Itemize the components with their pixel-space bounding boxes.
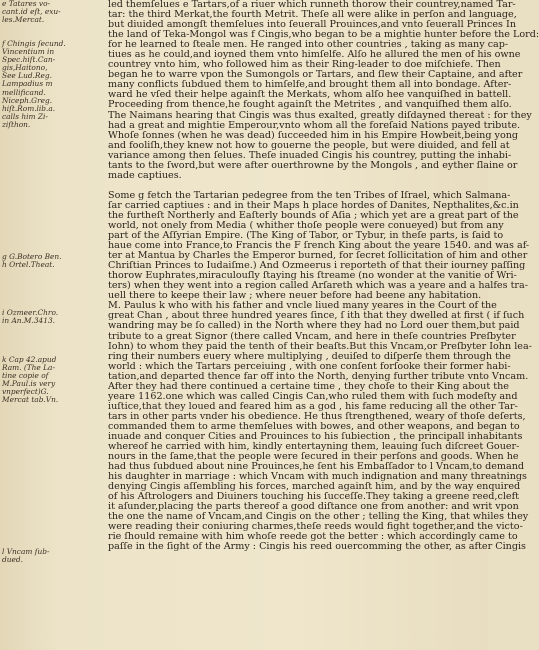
text-line: tar: the third Merkat,the fourth Metrit. Theſe all were alike in perſon and language, [108, 9, 517, 21]
margin-note-line: e Tatares vo- [2, 0, 51, 8]
text-line: had a great and mightie Emperour,vnto whom all the foreſaid Nations payed tribute. [108, 119, 521, 131]
text-line: paſſe in the ſight of the Army : Cingis his reed ouercomming the other, as after Cingis [108, 541, 526, 553]
margin-notes-column [2, 0, 106, 650]
main-text-column [108, 0, 539, 650]
text-line: tiues as he could,and ioyned them vnto himſelfe. Alſo he allured the men of his owne [108, 49, 521, 61]
margin-note [2, 0, 106, 24]
margin-note-line: Mercat tab.Vn. [2, 395, 59, 405]
text-line: Whoſe ſonnes (when he was dead) ſucceeded him in his Empire Howbeit,being yong [108, 129, 519, 141]
text-line: led themſelues e Tartars,of a riuer which runneth thorow their countrey,named Tar- [108, 0, 516, 10]
text-line: iuſtice,that they loued and feared him as a god , his fame reducing all the other Tar- [108, 400, 518, 412]
text-line: ward he vſed their helpe againſt the Merkats, whom alſo hee vanquiſhed in battell. [108, 89, 512, 101]
text-line: and fooliſh,they knew not how to gouerne the people, but were diuided, and fell at [108, 139, 510, 151]
margin-note-line: cant.id eſt, exu- [2, 7, 61, 17]
text-line: haue come into France,to Francis the F ſrench King about the yeare 1540. and was af- [108, 240, 530, 252]
margin-note-line: f Chingis ſecund. [2, 39, 66, 48]
text-line: After they had there continued a certaine time , they choſe to their King about the [108, 380, 509, 392]
text-line: his daughter in marriage : which Vncam with much indignation and many threatnings [108, 471, 527, 483]
margin-note-line: vnperfect)G. [2, 387, 49, 397]
margin-note-line: g G.Botero Ben. [2, 252, 62, 261]
text-line: part of the Aſſyrian Empire. (The King of Tabor, or Tybur, in theſe parts, is ſaid to [108, 230, 504, 242]
margin-note-line: Vincentium in [2, 47, 55, 57]
text-line: whereof he carried with him, kindly entertayning them, leauing ſuch diſcreet Gouer- [108, 441, 520, 453]
margin-note [2, 253, 106, 269]
text-line: Some g fetch the Tartarian pedegree from the ten Tribes of Iſrael, which Salmana- [108, 189, 511, 201]
margin-note [2, 356, 106, 405]
margin-note-line: i Ozmeer.Chro. [2, 308, 59, 317]
margin-note-line: l Vncam ſub- [2, 547, 50, 556]
margin-note-line: Niceph.Greg. [2, 95, 53, 105]
text-line: M. Paulus k who with his father and vncle liued many yeares in the Court of the [108, 300, 497, 312]
margin-note [2, 548, 106, 564]
margin-note-line: calls him Zi- [2, 111, 48, 121]
text-line: nours in the ſame,that the people were ſecured in their perſons and goods. When he [108, 451, 519, 463]
margin-note-line: Ram. (The La- [2, 363, 55, 373]
text-line: ring their numbers euery where multiplying , deuiſed to diſperſe them through the [108, 350, 511, 362]
text-line: of his Aſtrologers and Diuiners touching his ſucceſſe.They taking a greene reed,cleft [108, 491, 519, 503]
text-line: the furtheſt Northerly and Eaſterly bounds of Aſia ; which yet are a great part of the [108, 209, 519, 221]
text-line: commanded them to arme themſelues with bowes, and other weapons, and began to [108, 420, 520, 432]
text-line: ſar carried captiues : and in their Maps h place hordes of Danites, Nepthalites,&c.in [108, 199, 519, 211]
text-line: inuade and conquer Cities and Prouinces to his ſubiection , the principall inhabitants [108, 430, 523, 442]
margin-note-line: See Lud.Reg. [2, 71, 52, 81]
text-line: great Chan , about three hundred yeares ſince, ſ ith that they dwelled at first ( if ſuch [108, 310, 525, 322]
text-line: were reading their coniuring charmes,theſe reeds would fight together,and the victo- [108, 521, 523, 533]
text-line: uell there to keepe their law ; where neuer before had beene any habitation. [108, 290, 482, 302]
margin-note-line: dued. [2, 555, 23, 565]
margin-note-line: mellificand. [2, 87, 46, 97]
text-line: it aſunder,placing the parts thereof a good diſtance one from another: and writ vpon [108, 501, 519, 513]
text-line: tation,and departed thence far off into the North, denying further tribute vnto Vncam. [108, 370, 529, 382]
text-line: wandring may be ſo called) in the North where they had no Lord ouer them,but paid [108, 320, 520, 332]
text-line: the land of Teka-Mongol was f Cingis,who began to be a mightie hunter before the Lord: [108, 29, 539, 41]
text-line: the one the name of Vncam,and Cingis on the other ; telling the King, that whiles they [108, 511, 529, 523]
margin-note-line: hiſt.Rom.lib.a. [2, 103, 56, 113]
margin-note-line: ziſthon. [2, 119, 31, 129]
text-line: had thus ſubdued about nine Prouinces,he ſent his Embaſſador to l Vncam,to demand [108, 461, 525, 473]
text-line: rie ſhould remaine with him whoſe reede got the better : which accordingly came to [108, 531, 518, 543]
margin-note-line: gis,Haitono, [2, 63, 48, 73]
text-line: world, not onely from Media ( whither thoſe people were conueyed) but from any [108, 219, 504, 231]
text-line: countrey vnto him, who followed him as their Ring-leader to doe miſchiefe. Then [108, 59, 501, 71]
text-line: denying Cingis aſſembling his forces, marched againſt him, and by the way enquired [108, 481, 521, 493]
text-line: Chriſtian Princes to Iudaiſme.) And Ozmeerus i reporteth of that their iourney paſſing [108, 260, 526, 272]
margin-note-line: h Ortel.Theat. [2, 260, 55, 270]
text-line: tribute to a great Signor (there called Vncam, and here in theſe countries Preſbyter [108, 330, 516, 342]
text-line: for he learned to ſteale men. He ranged into other countries , taking as many cap- [108, 39, 509, 51]
margin-note-line: Spec.hiſt.Can- [2, 55, 56, 65]
margin-note-line: in An.M.3413. [2, 316, 55, 326]
margin-note [2, 309, 106, 325]
text-line: but diuided amongſt themſelues into ſeuerall Prouinces,and vnto ſeuerall Princes In [108, 19, 516, 31]
text-line: tars in other parts vnder his obedience. He thus ſtrengthened, weary of thoſe deſerts, [108, 410, 526, 422]
text-line: yeare 1162.one which was called Cingis Can,who ruled them with ſuch modeſty and [108, 390, 518, 402]
margin-note-line: k Cap 42.apud [2, 355, 57, 364]
margin-note-line: Lampadius m [2, 79, 53, 89]
text-line: thorow Euphrates,miraculouſly ſtaying his ſtreame (no wonder at the vanitie of Wri- [108, 270, 517, 282]
margin-note-line: tine copie of [2, 371, 49, 381]
margin-note [2, 40, 106, 129]
text-line: The Naimans hearing that Cingis was thus exalted, greatly diſdayned thereat : for they [108, 109, 532, 121]
text-line: began he to warre vpon the Sumongols or Tartars, and ſlew their Captaine, and after [108, 69, 523, 81]
text-line: tants to the ſword,but were after ouerthrowne by the Mongols , and eyther ſlaine or [108, 159, 518, 171]
margin-note-line: les.Mercat. [2, 15, 45, 25]
margin-note-line: M.Paul.is very [2, 379, 56, 389]
text-line: ter at Mantua by Charles the Emperor burned, for ſecret ſollicitation of him and other [108, 250, 528, 262]
text-line: ters) when they went into a region called Arſareth which was a yeare and a halfes tra- [108, 280, 528, 292]
text-line: made captiues. [108, 169, 182, 181]
text-line: world : which the Tartars perceiuing , with one conſent forſooke their former habi- [108, 360, 511, 372]
text-line: Proceeding from thence,he fought againſt the Metrites , and vanquiſhed them alſo. [108, 99, 512, 111]
text-line: variance among then ſelues. Theſe inuaded Cingis his countrey, putting the inhabi- [108, 149, 512, 161]
text-line: many conflicts ſubdued them to himſelfe,and brought them all into bondage. After- [108, 79, 512, 91]
text-line: Iohn) to whom they paid the tenth of their beaſts.But this Vncam,or Preſbyter Iohn lea- [108, 340, 532, 352]
